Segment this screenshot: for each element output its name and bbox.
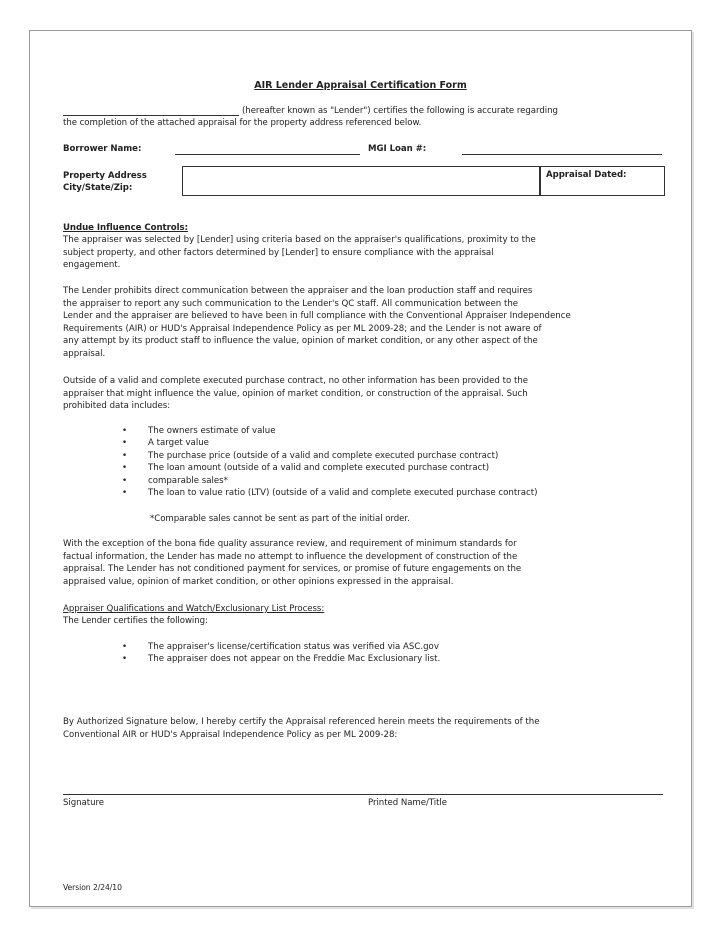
undue-influence-heading: Undue Influence Controls: [63,223,188,233]
list-item: • The loan to value ratio (LTV) (outside of a valid and complete executed purchase contract) [122,487,537,499]
undue-paragraph-2: The Lender prohibits direct communication between the appraiser and the loan production staff and requires the appraiser to report any such communication to the Lender's QC staff. All communication between the Lender and the appraiser are believed to have been in full compliance with the Conventional Appraiser Independence Requirements (AIR) or HUD's Appraisal Independence Policy as per ML 2009-28; and the Lender is not aware of any attempt by its product staff to influence the value, opinion of market condition, or any other aspect of the appraisal. [63,286,571,359]
list-item: • A target value [122,437,537,449]
comparable-sales-footnote: *Comparable sales cannot be sent as part of the initial order. [150,514,410,524]
intro-line-1: (hereafter known as "Lender") certifies the following is accurate regarding [242,106,558,116]
list-item: • comparable sales* [122,475,537,487]
version-label: Version 2/24/10 [63,883,122,892]
qualifications-intro: The Lender certifies the following: [63,616,208,626]
loan-number-label: MGI Loan #: [368,144,427,154]
loan-number-field[interactable] [462,154,662,155]
list-item: • The appraiser's license/certification status was verified via ASC.gov [122,641,440,653]
undue-paragraph-3: Outside of a valid and complete executed purchase contract, no other information has been provided to the appraiser that might influence the value, opinion of market condition, or construction of the appraisal. Such prohibited data includes: [63,376,529,412]
list-item: • The owners estimate of value [122,425,537,437]
lender-name-field[interactable] [63,115,239,116]
certification-statement: By Authorized Signature below, I hereby certify the Appraisal referenced herein meets the requirements of the Conventional AIR or HUD's Appraisal Independence Policy as per ML 2009-28: [63,717,540,740]
form-title: AIR Lender Appraisal Certification Form [254,80,467,91]
city-state-zip-label: City/State/Zip: [63,183,133,193]
list-item: • The appraiser does not appear on the Freddie Mac Exclusionary list. [122,653,440,665]
undue-paragraph-4: With the exception of the bona fide quality assurance review, and requirement of minimum standards for factual information, the Lender has made no attempt to influence the development of construction of the appraisal. The Lender has not conditioned payment for services, or promise of future engagements on the appraised value, opinion of market condition, or other opinions expressed in the appraisal. [63,539,522,587]
qualifications-heading: Appraiser Qualifications and Watch/Exclusionary List Process: [63,604,325,614]
property-address-field[interactable] [182,166,540,196]
form-page [29,30,692,907]
appraisal-dated-label: Appraisal Dated: [546,170,627,180]
borrower-name-label: Borrower Name: [63,144,142,154]
signature-line[interactable] [63,794,663,795]
property-address-label: Property Address [63,171,147,181]
list-item: • The loan amount (outside of a valid and complete executed purchase contract) [122,462,537,474]
intro-line-2: the completion of the attached appraisal for the property address referenced below. [63,118,422,128]
signature-label: Signature [63,798,105,808]
undue-paragraph-1: The appraiser was selected by [Lender] using criteria based on the appraiser's qualifications, proximity to the subject property, and other factors determined by [Lender] to ensure compliance with the appraisal engagement. [63,235,536,271]
borrower-name-field[interactable] [175,154,360,155]
printed-name-title-label: Printed Name/Title [368,798,448,808]
list-item: • The purchase price (outside of a valid and complete executed purchase contract) [122,450,537,462]
qualifications-list [122,641,440,666]
prohibited-data-list [122,425,537,499]
